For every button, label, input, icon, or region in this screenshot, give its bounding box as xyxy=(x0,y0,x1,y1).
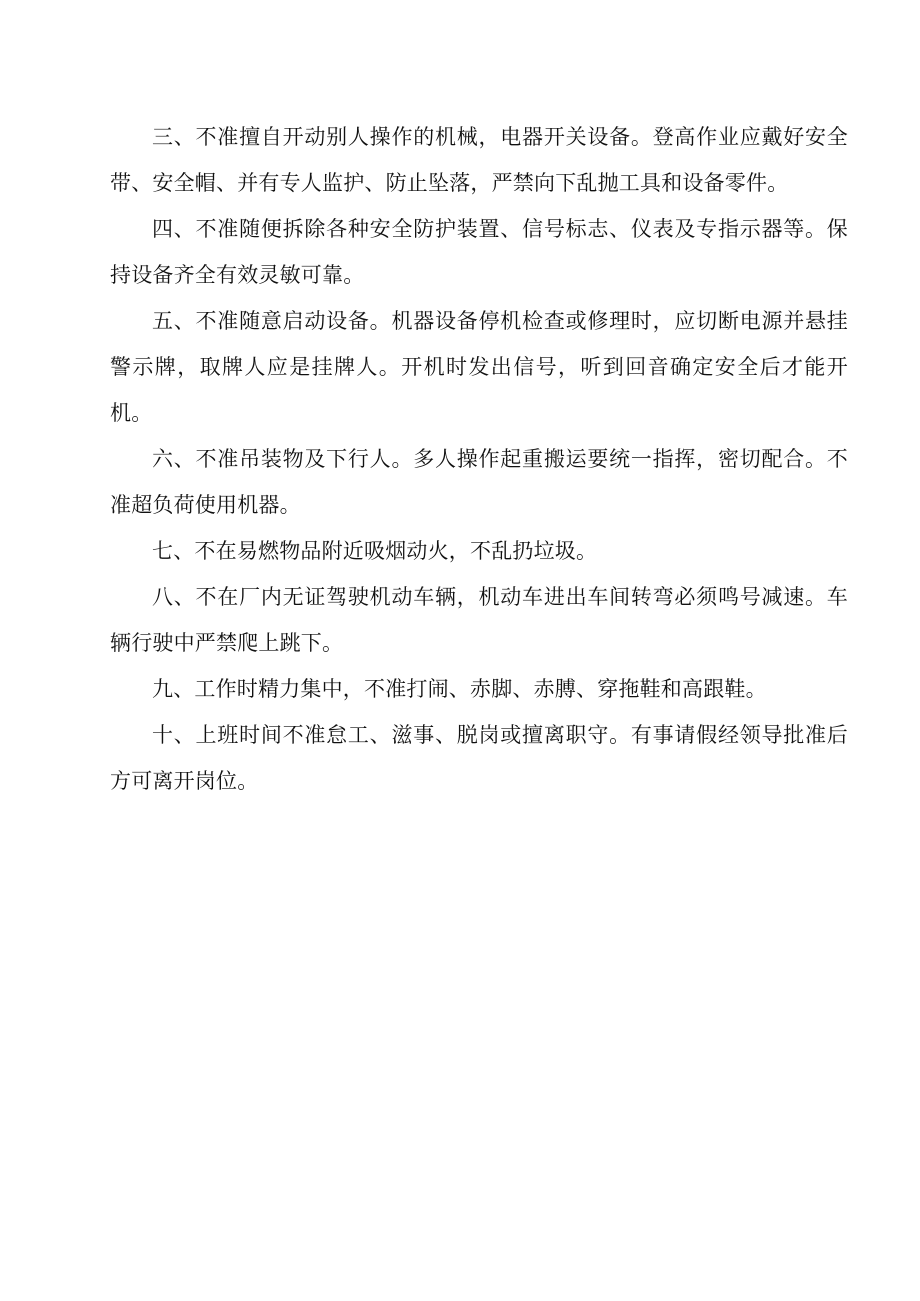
rule-paragraph-9: 九、工作时精力集中，不准打闹、赤脚、赤膊、穿拖鞋和高跟鞋。 xyxy=(152,677,767,701)
rule-paragraph-7: 七、不在易燃物品附近吸烟动火，不乱扔垃圾。 xyxy=(152,539,598,563)
rule-paragraph-10: 十、上班时间不准怠工、滋事、脱岗或擅离职守。有事请假经领导批准后方可离开岗位。 xyxy=(110,723,848,793)
rule-paragraph-3: 三、不准擅自开动别人操作的机械，电器开关设备。登高作业应戴好安全带、安全帽、并有专人监护、防止坠落，严禁向下乱抛工具和设备零件。 xyxy=(110,125,848,195)
rule-paragraph-4: 四、不准随便拆除各种安全防护装置、信号标志、仪表及专指示器等。保持设备齐全有效灵敏可靠。 xyxy=(110,217,848,287)
rule-paragraph-6: 六、不准吊装物及下行人。多人操作起重搬运要统一指挥，密切配合。不准超负荷使用机器。 xyxy=(110,447,848,517)
rule-paragraph-8: 八、不在厂内无证驾驶机动车辆，机动车进出车间转弯必须鸣号减速。车辆行驶中严禁爬上跳下。 xyxy=(110,585,848,655)
document-body xyxy=(110,114,848,804)
rule-paragraph-5: 五、不准随意启动设备。机器设备停机检查或修理时，应切断电源并悬挂警示牌，取牌人应是挂牌人。开机时发出信号，听到回音确定安全后才能开机。 xyxy=(110,309,848,425)
